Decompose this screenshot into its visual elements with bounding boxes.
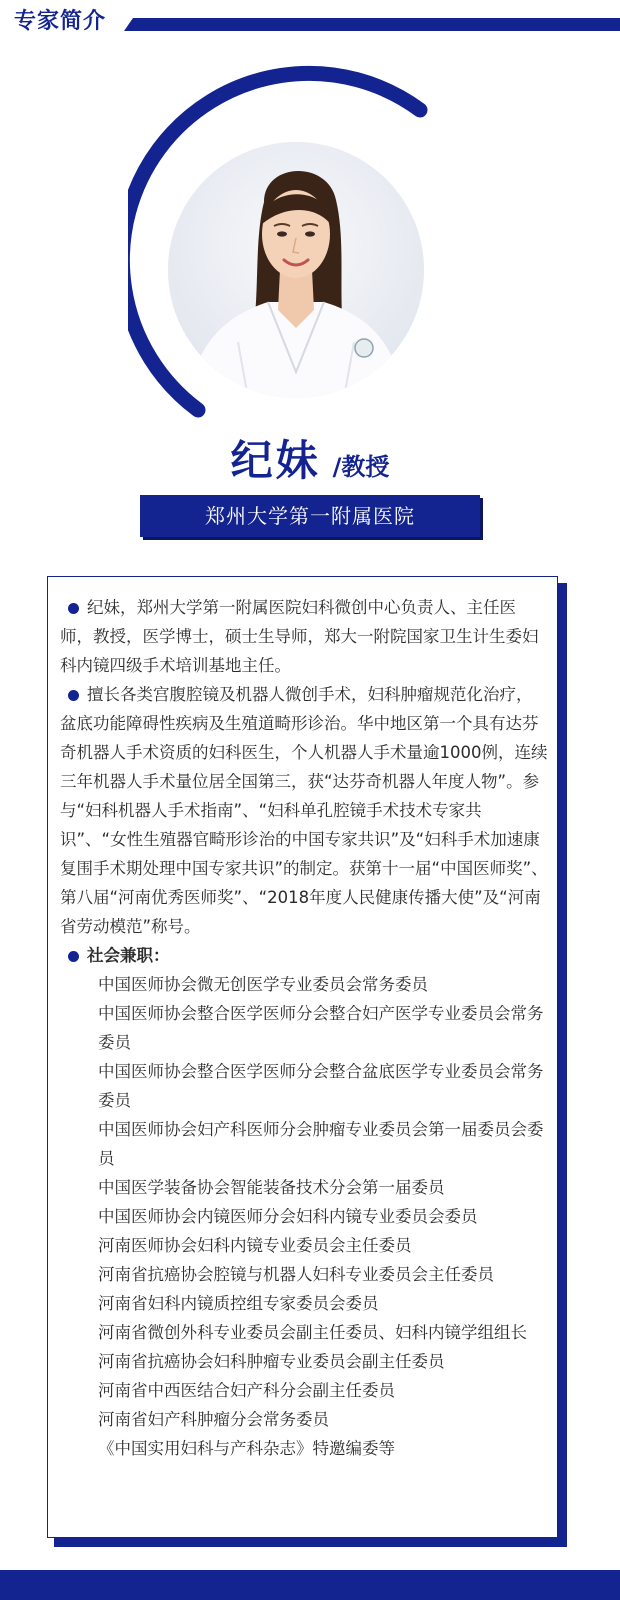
roles-list [60, 970, 548, 1463]
role-item: 《中国实用妇科与产科杂志》特邀编委等 [98, 1439, 395, 1458]
bio-content [60, 593, 548, 1463]
role-item: 中国医师协会妇产科医师分会肿瘤专业委员会第一届委员会委员 [98, 1120, 544, 1168]
role-item: 中国医学装备协会智能装备技术分会第一届委员 [98, 1178, 445, 1197]
section-title: 专家简介 [14, 9, 107, 34]
role-item: 河南省抗癌协会妇科肿瘤专业委员会副主任委员 [98, 1352, 445, 1371]
role-item: 河南省妇产科肿瘤分会常务委员 [98, 1410, 329, 1429]
bullet-dot-icon [68, 690, 79, 701]
role-item: 中国医师协会内镜医师分会妇科内镜专业委员会委员 [98, 1207, 478, 1226]
header-accent-bar [124, 18, 620, 31]
bio-card [47, 576, 558, 1538]
role-item: 河南医师协会妇科内镜专业委员会主任委员 [98, 1236, 412, 1255]
footer-accent-bar [0, 1570, 620, 1600]
role-item: 中国医师协会整合医学医师分会整合盆底医学专业委员会常务委员 [98, 1062, 544, 1110]
role-item: 河南省微创外科专业委员会副主任委员、妇科内镜学组组长 [98, 1323, 527, 1342]
bullet-dot-icon [68, 951, 79, 962]
doctor-name: 纪妹 [230, 436, 321, 485]
roles-heading [60, 941, 548, 970]
role-item: 中国医师协会整合医学医师分会整合妇产医学专业委员会常务委员 [98, 1004, 544, 1052]
portrait-block [128, 60, 458, 420]
roles-title: 社会兼职： [87, 946, 170, 965]
doctor-portrait [168, 142, 424, 398]
role-item: 河南省中西医结合妇产科分会副主任委员 [98, 1381, 395, 1400]
doctor-photo-placeholder [168, 142, 424, 398]
bio-paragraph-2-text: 擅长各类宫腹腔镜及机器人微创手术，妇科肿瘤规范化治疗，盆底功能障碍性疾病及生殖道畸形诊治。华中地区第一个具有达芬奇机器人手术资质的妇科医生，个人机器人手术量逾1000例，连续三年机器人手术量位居全国第三，获“达芬奇机器人年度人物”。参与“妇科机器人手术指南”、“妇科单孔腔镜手术技术专家共识”、“女性生殖器官畸形诊治的中国专家共识”及“妇科手术加速康复围手术期处理中国专家共识”的制定。获第十一届“中国医师奖”、第八届“河南优秀医师奖”、“2018年度人民健康传播大使”及“河南省劳动模范”称号。 [60, 685, 548, 936]
bio-paragraph-1 [60, 593, 548, 680]
role-item: 河南省妇科内镜质控组专家委员会委员 [98, 1294, 379, 1313]
doctor-title: /教授 [332, 453, 390, 481]
bullet-dot-icon [68, 603, 79, 614]
bio-paragraph-1-text: 纪妹，郑州大学第一附属医院妇科微创中心负责人、主任医师，教授，医学博士，硕士生导师，郑大一附院国家卫生计生委妇科内镜四级手术培训基地主任。 [60, 598, 539, 675]
hospital-name: 郑州大学第一附属医院 [205, 504, 415, 528]
role-item: 中国医师协会微无创医学专业委员会常务委员 [98, 975, 428, 994]
doctor-name-row [0, 428, 620, 488]
hospital-banner [140, 495, 480, 537]
page-header [0, 0, 620, 44]
bio-paragraph-2 [60, 680, 548, 941]
role-item: 河南省抗癌协会腔镜与机器人妇科专业委员会主任委员 [98, 1265, 494, 1284]
